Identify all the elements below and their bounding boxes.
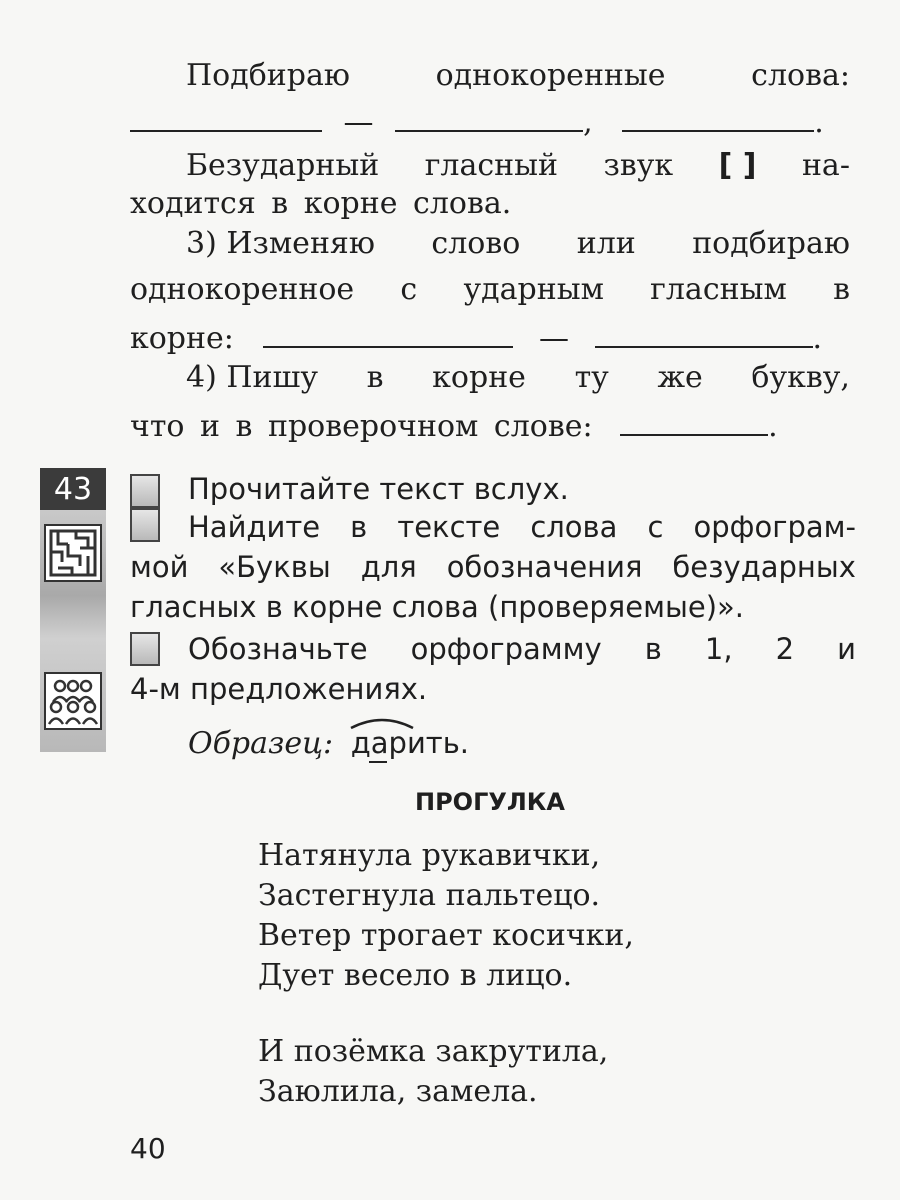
task-line-4: гласных в корне слова (проверяемые)». [130, 590, 744, 624]
word: с [400, 272, 418, 307]
word: 2 [775, 632, 795, 666]
page-number: 40 [130, 1132, 166, 1165]
poem-line: Натянула рукавички, [258, 838, 601, 873]
word: слова [530, 510, 618, 544]
word: обозначения [446, 550, 643, 584]
poem-line: Заюлила, замела. [258, 1074, 538, 1109]
rule-line-6 [130, 272, 850, 307]
task-line-1: Прочитайте текст вслух. [188, 472, 569, 506]
word: же [657, 360, 703, 395]
sample-vowel: и [406, 726, 426, 760]
word: подбираю [692, 226, 850, 261]
sample-label: Образец: [188, 726, 334, 761]
rule-line-7 [130, 318, 822, 356]
rule-line-8 [186, 360, 850, 395]
word: звук [603, 148, 674, 183]
word: для [360, 550, 417, 584]
word: 1, [704, 632, 733, 666]
word: гласный [424, 148, 559, 183]
vowel-underline [369, 761, 387, 763]
word: однокоренные [435, 58, 666, 93]
word: орфограмму [410, 632, 602, 666]
word: 4) Пишу [186, 360, 319, 395]
rule-line-3 [186, 148, 850, 183]
word: что и в проверочном слове: [130, 409, 593, 444]
group-of-people-icon [44, 672, 102, 730]
sample-word [351, 726, 469, 760]
task-line-2 [188, 510, 856, 544]
comma: , [583, 105, 593, 140]
sample [188, 726, 469, 761]
answer-blank[interactable] [622, 102, 814, 132]
task-line-6: 4-м предложениях. [130, 672, 428, 706]
rule-line-4: ходится в корне слова. [130, 186, 512, 221]
poem-line: Дует весело в лицо. [258, 958, 573, 993]
word: с [647, 510, 664, 544]
checkbox-square-icon[interactable] [130, 474, 160, 508]
word: Безударный [186, 148, 380, 183]
maze-icon [44, 524, 102, 582]
sample-ending: ть. [425, 726, 469, 760]
word: и [837, 632, 856, 666]
answer-blank[interactable] [595, 318, 813, 348]
word: Обозначьте [188, 632, 368, 666]
word: Подбираю [186, 58, 350, 93]
answer-blank[interactable] [130, 102, 322, 132]
word: слово [431, 226, 521, 261]
period: . [814, 105, 824, 140]
word: в [366, 360, 384, 395]
word: или [576, 226, 636, 261]
period: . [768, 409, 778, 444]
checkbox-square-icon[interactable] [130, 632, 160, 666]
word: в [833, 272, 850, 307]
answer-blank[interactable] [620, 406, 768, 436]
rule-line-1 [186, 58, 850, 93]
task-number: 43 [40, 468, 106, 510]
word: «Буквы [218, 550, 331, 584]
answer-blank[interactable] [263, 318, 513, 348]
rule-line-5 [186, 226, 850, 261]
word: ту [574, 360, 609, 395]
task-line-3 [130, 550, 856, 584]
rule-line-9 [130, 406, 778, 444]
word: корне [432, 360, 526, 395]
word: безударных [672, 550, 856, 584]
word: корне: [130, 321, 234, 356]
word: Найдите [188, 510, 321, 544]
word: орфограм- [693, 510, 856, 544]
answer-blank[interactable] [395, 102, 583, 132]
root-arc-icon [349, 716, 415, 730]
sample-root: дар [350, 726, 407, 760]
dash: — [343, 105, 374, 140]
word: мой [130, 550, 189, 584]
word: букву, [751, 360, 850, 395]
word: тексте [397, 510, 501, 544]
period: . [812, 321, 823, 356]
word: в [350, 510, 368, 544]
poem-line: Ветер трогает косички, [258, 918, 634, 953]
word: 3) Изменяю [186, 226, 375, 261]
word: однокоренное [130, 272, 355, 307]
checkbox-square-icon[interactable] [130, 508, 160, 542]
poem-line: И позёмка закрутила, [258, 1034, 609, 1069]
word: на- [801, 148, 850, 183]
word: слова: [751, 58, 850, 93]
sound-brackets: [ ] [718, 148, 757, 183]
poem-title: ПРОГУЛКА [415, 788, 565, 816]
poem-line: Застегнула пальтецо. [258, 878, 601, 913]
word: ударным [463, 272, 604, 307]
word: гласным [650, 272, 787, 307]
dash: — [538, 321, 569, 356]
rule-line-2 [130, 102, 824, 140]
word: в [644, 632, 662, 666]
task-line-5 [188, 632, 856, 666]
